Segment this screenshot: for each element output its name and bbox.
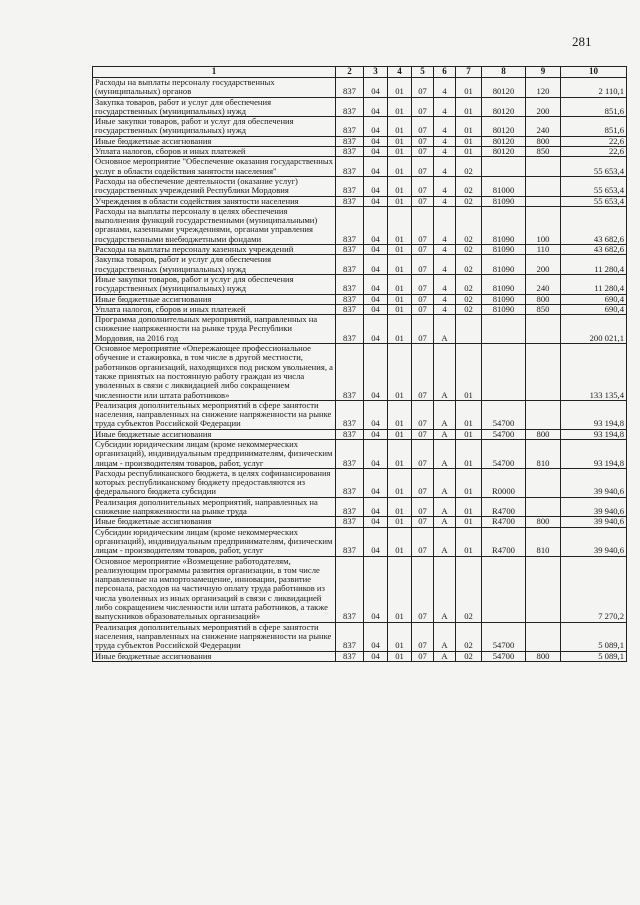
row-subprogram: А [434, 556, 456, 622]
row-subprogram: 4 [434, 157, 456, 177]
table-row [93, 136, 627, 146]
row-direction: 54700 [482, 439, 526, 468]
row-subsection: 01 [388, 439, 412, 468]
row-amount: 851,6 [561, 117, 627, 137]
row-event: 01 [456, 117, 482, 137]
col-header: 1 [93, 67, 336, 78]
row-subprogram: А [434, 527, 456, 556]
row-section: 04 [364, 78, 388, 98]
table-row [93, 157, 627, 177]
row-section: 04 [364, 304, 388, 314]
row-direction: 80120 [482, 117, 526, 137]
row-direction: 81000 [482, 176, 526, 196]
row-subsection: 01 [388, 315, 412, 344]
row-admin-code: 837 [336, 274, 364, 294]
row-amount: 200 021,1 [561, 315, 627, 344]
row-program: 07 [412, 527, 434, 556]
row-direction: 80120 [482, 78, 526, 98]
table-row [93, 78, 627, 98]
row-name: Расходы на выплаты персоналу в целях обеспечения выполнения функций государственными (муниципальными) органами, казенными учреждениями, органами управления государственными внебюджетными фондами [93, 206, 336, 244]
table-row [93, 315, 627, 344]
row-amount: 43 682,6 [561, 206, 627, 244]
row-expense-type [526, 157, 561, 177]
col-header: 6 [434, 67, 456, 78]
row-expense-type [526, 468, 561, 497]
row-program: 07 [412, 304, 434, 314]
row-program: 07 [412, 294, 434, 304]
row-event: 02 [456, 294, 482, 304]
row-direction: 81090 [482, 255, 526, 275]
row-admin-code: 837 [336, 315, 364, 344]
table-row [93, 400, 627, 429]
table-row [93, 294, 627, 304]
row-subprogram: 4 [434, 206, 456, 244]
col-header: 3 [364, 67, 388, 78]
row-event: 02 [456, 556, 482, 622]
row-program: 07 [412, 651, 434, 661]
table-row [93, 117, 627, 137]
row-program: 07 [412, 344, 434, 401]
row-subsection: 01 [388, 157, 412, 177]
row-program: 07 [412, 78, 434, 98]
row-direction: 80120 [482, 147, 526, 157]
row-section: 04 [364, 196, 388, 206]
row-amount: 55 653,4 [561, 176, 627, 196]
row-direction: 80120 [482, 136, 526, 146]
row-name: Расходы на обеспечение деятельности (оказание услуг) государственных учреждений Республики Мордовия [93, 176, 336, 196]
table-row [93, 147, 627, 157]
row-event: 01 [456, 527, 482, 556]
row-expense-type: 850 [526, 147, 561, 157]
row-event: 01 [456, 136, 482, 146]
row-event: 01 [456, 439, 482, 468]
row-direction: 54700 [482, 400, 526, 429]
row-name: Расходы на выплаты персоналу государственных (муниципальных) органов [93, 78, 336, 98]
row-subprogram: 4 [434, 147, 456, 157]
row-name: Расходы на выплаты персоналу казенных учреждений [93, 245, 336, 255]
row-expense-type: 240 [526, 274, 561, 294]
row-direction: 54700 [482, 622, 526, 651]
table-row [93, 556, 627, 622]
row-subprogram: А [434, 497, 456, 517]
row-name: Реализация дополнительных мероприятий в сфере занятости населения, направленных на снижение напряженности на рынке труда субъектов Российской Федерации [93, 400, 336, 429]
row-subsection: 01 [388, 78, 412, 98]
col-header: 7 [456, 67, 482, 78]
table-row [93, 517, 627, 527]
row-event: 02 [456, 157, 482, 177]
row-direction: R4700 [482, 497, 526, 517]
row-direction: 81090 [482, 274, 526, 294]
row-amount: 7 270,2 [561, 556, 627, 622]
row-name: Иные бюджетные ассигнования [93, 651, 336, 661]
row-direction: 80120 [482, 97, 526, 117]
row-subprogram: А [434, 344, 456, 401]
row-admin-code: 837 [336, 439, 364, 468]
row-event: 02 [456, 274, 482, 294]
row-subprogram: А [434, 651, 456, 661]
row-subprogram: 4 [434, 304, 456, 314]
row-name: Закупка товаров, работ и услуг для обеспечения государственных (муниципальных) нужд [93, 255, 336, 275]
row-admin-code: 837 [336, 556, 364, 622]
row-admin-code: 837 [336, 622, 364, 651]
row-amount: 690,4 [561, 294, 627, 304]
row-name: Субсидии юридическим лицам (кроме некоммерческих организаций), индивидуальным предпринимателям, физическим лицам - производителям товаров, работ, услуг [93, 439, 336, 468]
row-admin-code: 837 [336, 304, 364, 314]
row-name: Иные бюджетные ассигнования [93, 136, 336, 146]
row-program: 07 [412, 468, 434, 497]
row-program: 07 [412, 497, 434, 517]
row-subsection: 01 [388, 651, 412, 661]
row-expense-type [526, 497, 561, 517]
row-direction [482, 556, 526, 622]
row-name: Учреждения в области содействия занятости населения [93, 196, 336, 206]
row-subprogram: А [434, 429, 456, 439]
row-amount: 5 089,1 [561, 622, 627, 651]
row-subprogram: 4 [434, 245, 456, 255]
row-section: 04 [364, 255, 388, 275]
row-expense-type: 120 [526, 78, 561, 98]
row-expense-type: 800 [526, 136, 561, 146]
row-expense-type: 240 [526, 117, 561, 137]
row-direction [482, 315, 526, 344]
row-expense-type [526, 556, 561, 622]
row-direction: 81090 [482, 206, 526, 244]
table-row [93, 622, 627, 651]
row-event: 02 [456, 245, 482, 255]
row-name: Уплата налогов, сборов и иных платежей [93, 147, 336, 157]
row-admin-code: 837 [336, 97, 364, 117]
row-section: 04 [364, 556, 388, 622]
row-section: 04 [364, 527, 388, 556]
row-admin-code: 837 [336, 400, 364, 429]
row-admin-code: 837 [336, 344, 364, 401]
row-name: Иные закупки товаров, работ и услуг для обеспечения государственных (муниципальных) нужд [93, 274, 336, 294]
row-program: 07 [412, 147, 434, 157]
row-amount: 93 194,8 [561, 400, 627, 429]
row-subsection: 01 [388, 97, 412, 117]
row-subsection: 01 [388, 245, 412, 255]
row-amount: 55 653,4 [561, 196, 627, 206]
row-expense-type: 800 [526, 294, 561, 304]
row-admin-code: 837 [336, 294, 364, 304]
row-section: 04 [364, 147, 388, 157]
row-admin-code: 837 [336, 517, 364, 527]
row-program: 07 [412, 176, 434, 196]
row-amount: 11 280,4 [561, 255, 627, 275]
row-section: 04 [364, 651, 388, 661]
row-subsection: 01 [388, 147, 412, 157]
row-section: 04 [364, 517, 388, 527]
row-subprogram: 4 [434, 136, 456, 146]
row-direction: 81090 [482, 245, 526, 255]
row-admin-code: 837 [336, 136, 364, 146]
header-row [93, 67, 627, 78]
col-header: 4 [388, 67, 412, 78]
col-header: 9 [526, 67, 561, 78]
row-expense-type: 200 [526, 97, 561, 117]
row-admin-code: 837 [336, 497, 364, 517]
row-section: 04 [364, 294, 388, 304]
row-subprogram: А [434, 622, 456, 651]
row-expense-type: 800 [526, 429, 561, 439]
row-program: 07 [412, 556, 434, 622]
table-row [93, 651, 627, 661]
row-subsection: 01 [388, 429, 412, 439]
row-admin-code: 837 [336, 117, 364, 137]
row-expense-type [526, 196, 561, 206]
table-row [93, 344, 627, 401]
row-direction: 81090 [482, 196, 526, 206]
row-expense-type: 110 [526, 245, 561, 255]
row-expense-type: 810 [526, 439, 561, 468]
row-section: 04 [364, 622, 388, 651]
row-program: 07 [412, 274, 434, 294]
table-row [93, 176, 627, 196]
row-name: Основное мероприятие «Опережающее профессиональное обучение и стажировка, в том числе в другой местности, работников организаций, находящихся под риском увольнения, а также принятых на постоянную работу граждан из числа уволенных в связи с ликвидацией либо сокращением численности или штата работников» [93, 344, 336, 401]
row-section: 04 [364, 176, 388, 196]
row-admin-code: 837 [336, 429, 364, 439]
row-admin-code: 837 [336, 651, 364, 661]
table-row [93, 274, 627, 294]
table-row [93, 196, 627, 206]
row-name: Иные бюджетные ассигнования [93, 294, 336, 304]
table-row [93, 245, 627, 255]
row-expense-type [526, 344, 561, 401]
row-program: 07 [412, 255, 434, 275]
row-direction [482, 157, 526, 177]
row-subsection: 01 [388, 294, 412, 304]
row-subprogram: А [434, 439, 456, 468]
row-program: 07 [412, 97, 434, 117]
row-subprogram: 4 [434, 274, 456, 294]
table-row [93, 304, 627, 314]
row-subsection: 01 [388, 274, 412, 294]
row-direction: 81090 [482, 304, 526, 314]
row-event: 02 [456, 304, 482, 314]
budget-table [92, 66, 627, 662]
row-program: 07 [412, 245, 434, 255]
row-admin-code: 837 [336, 147, 364, 157]
row-amount: 55 653,4 [561, 157, 627, 177]
row-amount: 22,6 [561, 147, 627, 157]
row-expense-type: 800 [526, 517, 561, 527]
row-direction [482, 344, 526, 401]
row-admin-code: 837 [336, 245, 364, 255]
row-subsection: 01 [388, 468, 412, 497]
row-name: Субсидии юридическим лицам (кроме некоммерческих организаций), индивидуальным предпринимателям, физическим лицам - производителям товаров, работ, услуг [93, 527, 336, 556]
row-section: 04 [364, 468, 388, 497]
row-event: 01 [456, 344, 482, 401]
row-section: 04 [364, 136, 388, 146]
row-subsection: 01 [388, 206, 412, 244]
row-name: Иные бюджетные ассигнования [93, 517, 336, 527]
row-subprogram: 4 [434, 294, 456, 304]
row-admin-code: 837 [336, 196, 364, 206]
row-name: Основное мероприятие «Возмещение работодателям, реализующим программы развития организации, в том числе направленные на импортозамещение, инновации, развитие персонала, расходов на частичную оплату труда работников из числа уволенных из иных организаций в связи с ликвидацией либо сокращением численности или штата работников, а также выпускников образовательных организаций» [93, 556, 336, 622]
row-subsection: 01 [388, 196, 412, 206]
table-row [93, 439, 627, 468]
row-amount: 5 089,1 [561, 651, 627, 661]
row-name: Основное мероприятие "Обеспечение оказания государственных услуг в области содействия занятости населения" [93, 157, 336, 177]
row-event: 02 [456, 206, 482, 244]
page-number: 281 [572, 34, 592, 49]
row-amount: 93 194,8 [561, 429, 627, 439]
row-event: 02 [456, 622, 482, 651]
row-event: 02 [456, 196, 482, 206]
row-subprogram: 4 [434, 176, 456, 196]
row-program: 07 [412, 400, 434, 429]
row-amount: 11 280,4 [561, 274, 627, 294]
row-amount: 39 940,6 [561, 517, 627, 527]
table-row [93, 527, 627, 556]
row-section: 04 [364, 439, 388, 468]
row-amount: 39 940,6 [561, 468, 627, 497]
row-expense-type [526, 176, 561, 196]
table-row [93, 468, 627, 497]
row-section: 04 [364, 97, 388, 117]
row-name: Закупка товаров, работ и услуг для обеспечения государственных (муниципальных) нужд [93, 97, 336, 117]
col-header: 2 [336, 67, 364, 78]
row-subsection: 01 [388, 176, 412, 196]
col-header: 5 [412, 67, 434, 78]
row-event: 01 [456, 400, 482, 429]
col-header: 10 [561, 67, 627, 78]
row-program: 07 [412, 206, 434, 244]
row-program: 07 [412, 429, 434, 439]
row-direction: R0000 [482, 468, 526, 497]
row-section: 04 [364, 497, 388, 517]
table-row [93, 97, 627, 117]
col-header: 8 [482, 67, 526, 78]
row-subprogram: А [434, 468, 456, 497]
row-amount: 22,6 [561, 136, 627, 146]
row-expense-type: 800 [526, 651, 561, 661]
row-event: 01 [456, 429, 482, 439]
row-program: 07 [412, 157, 434, 177]
row-section: 04 [364, 315, 388, 344]
row-section: 04 [364, 206, 388, 244]
row-subprogram: А [434, 400, 456, 429]
row-expense-type: 100 [526, 206, 561, 244]
row-program: 07 [412, 196, 434, 206]
row-amount: 133 135,4 [561, 344, 627, 401]
row-program: 07 [412, 622, 434, 651]
row-name: Иные закупки товаров, работ и услуг для обеспечения государственных (муниципальных) нужд [93, 117, 336, 137]
row-admin-code: 837 [336, 255, 364, 275]
row-subsection: 01 [388, 255, 412, 275]
row-name: Иные бюджетные ассигнования [93, 429, 336, 439]
table-row [93, 206, 627, 244]
row-subsection: 01 [388, 400, 412, 429]
row-event: 02 [456, 651, 482, 661]
row-event: 01 [456, 97, 482, 117]
row-subprogram: 4 [434, 117, 456, 137]
row-direction: 81090 [482, 294, 526, 304]
row-subsection: 01 [388, 304, 412, 314]
row-subprogram: 4 [434, 196, 456, 206]
row-event: 02 [456, 255, 482, 275]
row-expense-type [526, 315, 561, 344]
row-program: 07 [412, 136, 434, 146]
row-event: 01 [456, 147, 482, 157]
row-name: Уплата налогов, сборов и иных платежей [93, 304, 336, 314]
row-amount: 690,4 [561, 304, 627, 314]
row-program: 07 [412, 439, 434, 468]
row-section: 04 [364, 344, 388, 401]
row-admin-code: 837 [336, 78, 364, 98]
row-expense-type [526, 622, 561, 651]
row-event: 02 [456, 176, 482, 196]
row-amount: 39 940,6 [561, 497, 627, 517]
row-subprogram: 4 [434, 78, 456, 98]
row-subsection: 01 [388, 497, 412, 517]
row-admin-code: 837 [336, 468, 364, 497]
row-event: 01 [456, 497, 482, 517]
table-row [93, 255, 627, 275]
row-event [456, 315, 482, 344]
row-name: Реализация дополнительных мероприятий, направленных на снижение напряженности на рынке труда [93, 497, 336, 517]
row-section: 04 [364, 274, 388, 294]
row-admin-code: 837 [336, 206, 364, 244]
row-expense-type: 850 [526, 304, 561, 314]
row-expense-type [526, 400, 561, 429]
row-section: 04 [364, 245, 388, 255]
row-event: 01 [456, 517, 482, 527]
row-subsection: 01 [388, 622, 412, 651]
row-subsection: 01 [388, 517, 412, 527]
row-program: 07 [412, 315, 434, 344]
row-event: 01 [456, 468, 482, 497]
table-row [93, 497, 627, 517]
row-direction: 54700 [482, 429, 526, 439]
row-section: 04 [364, 429, 388, 439]
row-program: 07 [412, 517, 434, 527]
row-subsection: 01 [388, 556, 412, 622]
row-subprogram: А [434, 517, 456, 527]
row-expense-type: 810 [526, 527, 561, 556]
row-admin-code: 837 [336, 527, 364, 556]
row-subsection: 01 [388, 136, 412, 146]
row-name: Программа дополнительных мероприятий, направленных на снижение напряженности на рынке труда Республики Мордовия, на 2016 год [93, 315, 336, 344]
row-amount: 2 110,1 [561, 78, 627, 98]
row-section: 04 [364, 400, 388, 429]
row-subprogram: 4 [434, 97, 456, 117]
row-subprogram: А [434, 315, 456, 344]
row-program: 07 [412, 117, 434, 137]
row-name: Расходы республиканского бюджета, в целях софинансирования которых республиканскому бюджету предоставляются из федерального бюджета субсидии [93, 468, 336, 497]
row-amount: 93 194,8 [561, 439, 627, 468]
row-subsection: 01 [388, 527, 412, 556]
row-direction: R4700 [482, 527, 526, 556]
row-direction: 54700 [482, 651, 526, 661]
row-amount: 43 682,6 [561, 245, 627, 255]
row-name: Реализация дополнительных мероприятий в сфере занятости населения, направленных на снижение напряженности на рынке труда субъектов Российской Федерации [93, 622, 336, 651]
row-subsection: 01 [388, 117, 412, 137]
row-subprogram: 4 [434, 255, 456, 275]
row-subsection: 01 [388, 344, 412, 401]
table-row [93, 429, 627, 439]
row-amount: 851,6 [561, 97, 627, 117]
row-section: 04 [364, 157, 388, 177]
row-direction: R4700 [482, 517, 526, 527]
row-admin-code: 837 [336, 176, 364, 196]
row-section: 04 [364, 117, 388, 137]
row-admin-code: 837 [336, 157, 364, 177]
row-event: 01 [456, 78, 482, 98]
row-amount: 39 940,6 [561, 527, 627, 556]
row-expense-type: 200 [526, 255, 561, 275]
